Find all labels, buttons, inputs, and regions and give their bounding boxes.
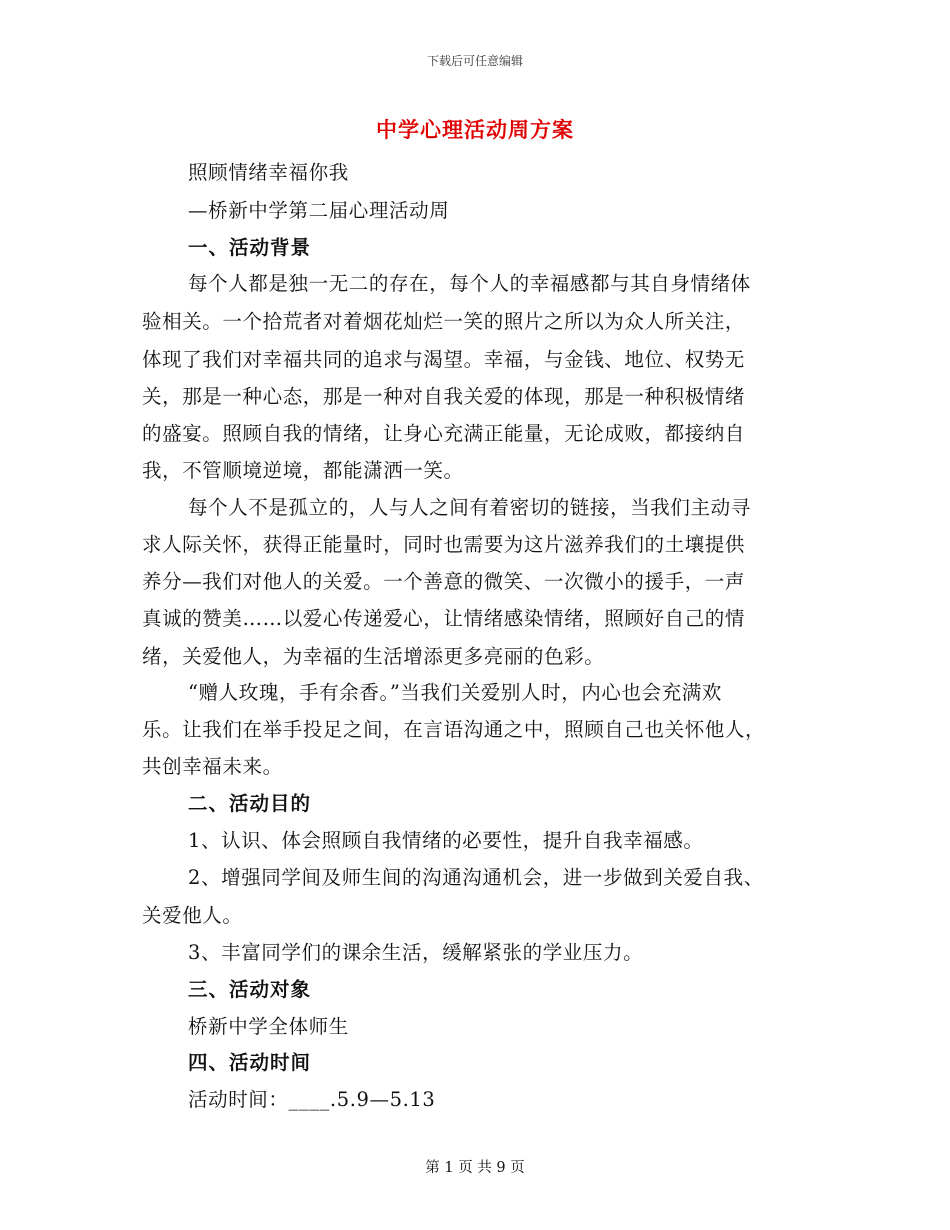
page-number-footer: 第 1 页 共 9 页 [425,1160,525,1176]
paragraph-line: 体现了我们对幸福共同的追求与渴望。幸福，与金钱、地位、权势无 [142,348,746,371]
paragraph-line: 真诚的赞美……以爱心传递爱心，让情绪感染情绪，照顾好自己的情 [142,607,746,630]
time-text: 活动时间：____.5.9—5.13 [188,1088,436,1111]
section-heading-purpose: 二、活动目的 [188,792,312,815]
paragraph-line: 求人际关怀，获得正能量时，同时也需要为这片滋养我们的土壤提供 [142,533,746,556]
document-title: 中学心理活动周方案 [376,117,574,142]
audience-text: 桥新中学全体师生 [188,1015,349,1038]
paragraph-line: 我，不管顺境逆境，都能潇洒一笑。 [142,459,464,482]
paragraph-line: 验相关。一个拾荒者对着烟花灿烂一笑的照片之所以为众人所关注， [142,310,746,333]
paragraph-line: 绪，关爱他人，为幸福的生活增添更多亮丽的色彩。 [142,645,605,668]
paragraph-line: 关，那是一种心态，那是一种对自我关爱的体现，那是一种积极情绪 [142,385,746,408]
event-line: —桥新中学第二届心理活动周 [188,199,450,222]
paragraph-line: 共创幸福未来。 [142,755,283,778]
section-heading-background: 一、活动背景 [188,236,312,259]
purpose-item-2: 2、增强同学间及师生间的沟通沟通机会，进一步做到关爱自我、 [188,866,764,889]
paragraph-line: “赠人玫瑰，手有余香。”当我们关爱别人时，内心也会充满欢 [188,681,722,704]
paragraph-line: 养分—我们对他人的关爱。一个善意的微笑、一次微小的援手，一声 [142,570,746,593]
paragraph-line: 每个人都是独一无二的存在，每个人的幸福感都与其自身情绪体 [188,272,751,295]
paragraph-line: 每个人不是孤立的，人与人之间有着密切的链接，当我们主动寻 [188,496,751,519]
section-heading-time: 四、活动时间 [188,1051,312,1074]
theme-line: 照顾情绪幸福你我 [188,161,349,184]
page-header: 下载后可任意编辑 [426,54,523,68]
purpose-item-3: 3、丰富同学们的课余生活，缓解紧张的学业压力。 [188,941,644,964]
section-heading-audience: 三、活动对象 [188,978,312,1001]
purpose-item-1: 1、认识、体会照顾自我情绪的必要性，提升自我幸福感。 [188,829,704,852]
purpose-item-2-continued: 关爱他人。 [142,904,243,927]
paragraph-line: 的盛宴。照顾自我的情绪，让身心充满正能量，无论成败，都接纳自 [142,422,746,445]
paragraph-line: 乐。让我们在举手投足之间，在言语沟通之中，照顾自己也关怀他人， [142,718,766,741]
